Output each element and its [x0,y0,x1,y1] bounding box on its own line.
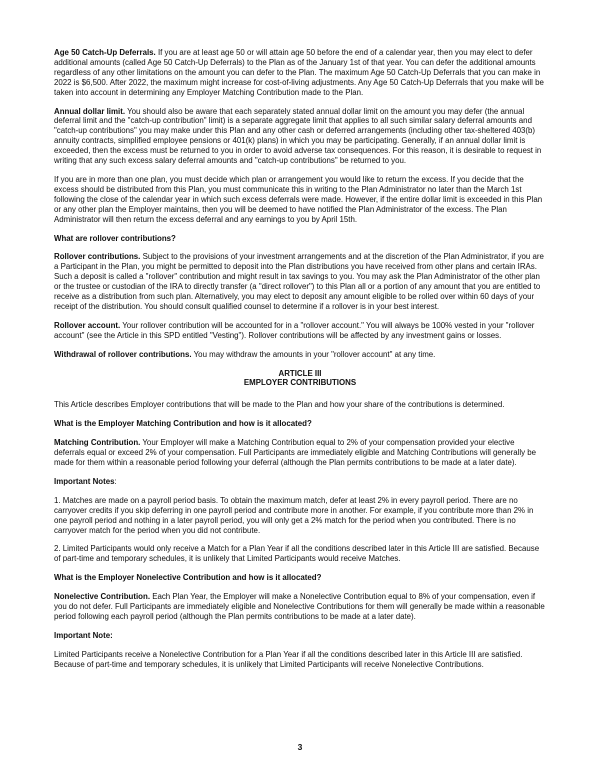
rollover-account-text: Your rollover contribution will be accounted for in a "rollover account." You will always be 100% vested in your "rollover account" (see the Article in this SPD entitled "Vesting"). Rollover contributions will be affected by any investment gains or losses. [54,320,535,340]
catchup-paragraph [54,48,546,98]
matching-paragraph [54,438,546,468]
nonelective-text: Each Plan Year, the Employer will make a Nonelective Contribution equal to 8% of your compensation, even if you do not defer. Full Participants are immediately eligible and Nonelective Contributions for them will generally be made within a reasonable period following each payroll period (although the Plan permits contributions to be made at a later date). [54,592,545,621]
important-note-heading: Important Note: [54,630,113,640]
matching-title: Matching Contribution. [54,438,141,448]
multiple-plans-paragraph: If you are in more than one plan, you must decide which plan or arrangement you would like to return the excess. If you decide that the excess should be distributed from this Plan, you must communicate this in writing to the Plan Administrator no later than the March 1st following the close of the calendar year in which such excess deferrals were made. However, if the entire dollar limit is exceeded in this Plan or any other plan the Employer maintains, then you will be deemed to have notified the Plan Administrator of the excess. The Plan Administrator will then return the excess deferral and any earnings to you by April 15th. [54,174,543,224]
limited-participants-note: Limited Participants receive a Nonelective Contribution for a Plan Year if all the conditions described later in this Article III are satisfied. Because of part-time and temporary schedules, it is unlikely that Limited Participants will receive Nonelective Contributions. [54,649,523,669]
matching-text: Your Employer will make a Matching Contribution equal to 2% of your compensation provided your elective deferrals equal or exceed 2% of your compensation. Full Participants are immediately eligible and Matching Contributions will generally be made for them within a reasonable period following your deferral (although the Plan permits contributions to be made at a later date). [54,438,537,467]
withdrawal-title: Withdrawal of rollover contributions. [54,349,192,359]
important-notes-colon: : [114,476,117,486]
rollover-account-title: Rollover account. [54,320,121,330]
article-intro: This Article describes Employer contributions that will be made to the Plan and how your share of the contributions is determined. [54,400,505,410]
important-notes-label: Important Notes [54,476,115,486]
withdrawal-paragraph [54,350,546,360]
annual-limit-text: You should also be aware that each separately stated annual dollar limit on the amount you may defer (the annual deferral limit and the "catch-up contribution" limit) is a separate aggregate limit that applies to all such similar salary deferral amounts and "catch-up contributions" you may make under this Plan and any other cash or deferred arrangements (including other tax-sheltered 403(b) annuity contracts, simplified employee pensions or 401(k) plans) in which you may be participating. Generally, if an annual dollar limit is exceeded, then the excess must be returned to you in order to avoid adverse tax consequences. For this reason, it is desirable to request in writing that any such excess salary deferral amounts and "catch-up contributions" be returned to you. [54,106,542,166]
article-heading [54,369,546,389]
rollover-text: Subject to the provisions of your investment arrangements and at the discretion of the Plan Administrator, if you are a Participant in the Plan, you might be permitted to deposit into the Plan distributions you have received from other plans and certain IRAs. Such a deposit is called a "rollover" contribution and might result in tax savings to you. You may ask the Plan Administrator of the other plan or the trustee or custodian of the IRA to directly transfer (a "direct rollover") to this Plan all or a portion of any amount that you are entitled to receive as a distribution from such plan. Alternatively, you may elect to deposit any amount eligible to be rolled over within 60 days of your receipt of the distribution. You should consult qualified counsel to determine if a rollover is in your best interest. [54,252,544,311]
nonelective-title: Nonelective Contribution. [54,592,151,602]
withdrawal-text: You may withdraw the amounts in your "rollover account" at any time. [191,349,436,359]
matching-question-heading: What is the Employer Matching Contribution and how is it allocated? [54,419,312,429]
rollover-account-paragraph [54,321,546,341]
annual-limit-paragraph [54,107,546,166]
note-1: 1. Matches are made on a payroll period basis. To obtain the maximum match, defer at least 2% in every payroll period. There are no carryover credits if you skip deferring in one payroll period and contribute more in another. For example, if you contribute more than 2% in one payroll period and nothing in a later payroll period, you will only get a 2% match for the period when you contributed. There is no carryover match for the period when you did not contribute. [54,495,534,535]
note-2: 2. Limited Participants would only receive a Match for a Plan Year if all the conditions described later in this Article III are satisfied. Because of part-time and temporary schedules, it is unlikely that Limited Participants would receive Matches. [54,544,540,564]
rollover-title: Rollover contributions. [54,252,141,262]
important-notes-heading [54,477,546,487]
catchup-title: Age 50 Catch-Up Deferrals. [54,48,156,57]
nonelective-question-heading: What is the Employer Nonelective Contribution and how is it allocated? [54,573,322,583]
article-name: EMPLOYER CONTRIBUTIONS [243,378,357,388]
catchup-text: If you are at least age 50 or will attain age 50 before the end of a calendar year, then you may elect to defer additional amounts (called Age 50 Catch-Up Deferrals) to the Plan as of the January 1st of that year. You can defer the additional amounts regardless of any other limitations on the amount you can defer to the Plan. The maximum Age 50 Catch-Up Deferrals that you can make in 2022 is $6,500. After 2022, the maximum might increase for cost-of-living adjustments. Any Age 50 Catch-Up Deferrals that you make will be taken into account in determining any Employer Matching Contribution made to the Plan. [54,48,544,97]
page-content [54,48,546,679]
annual-limit-title: Annual dollar limit. [54,106,126,116]
page-number: 3 [297,742,303,752]
rollover-question-heading: What are rollover contributions? [54,233,176,243]
nonelective-paragraph [54,592,546,622]
rollover-paragraph [54,252,546,311]
article-number: ARTICLE III [278,368,322,378]
